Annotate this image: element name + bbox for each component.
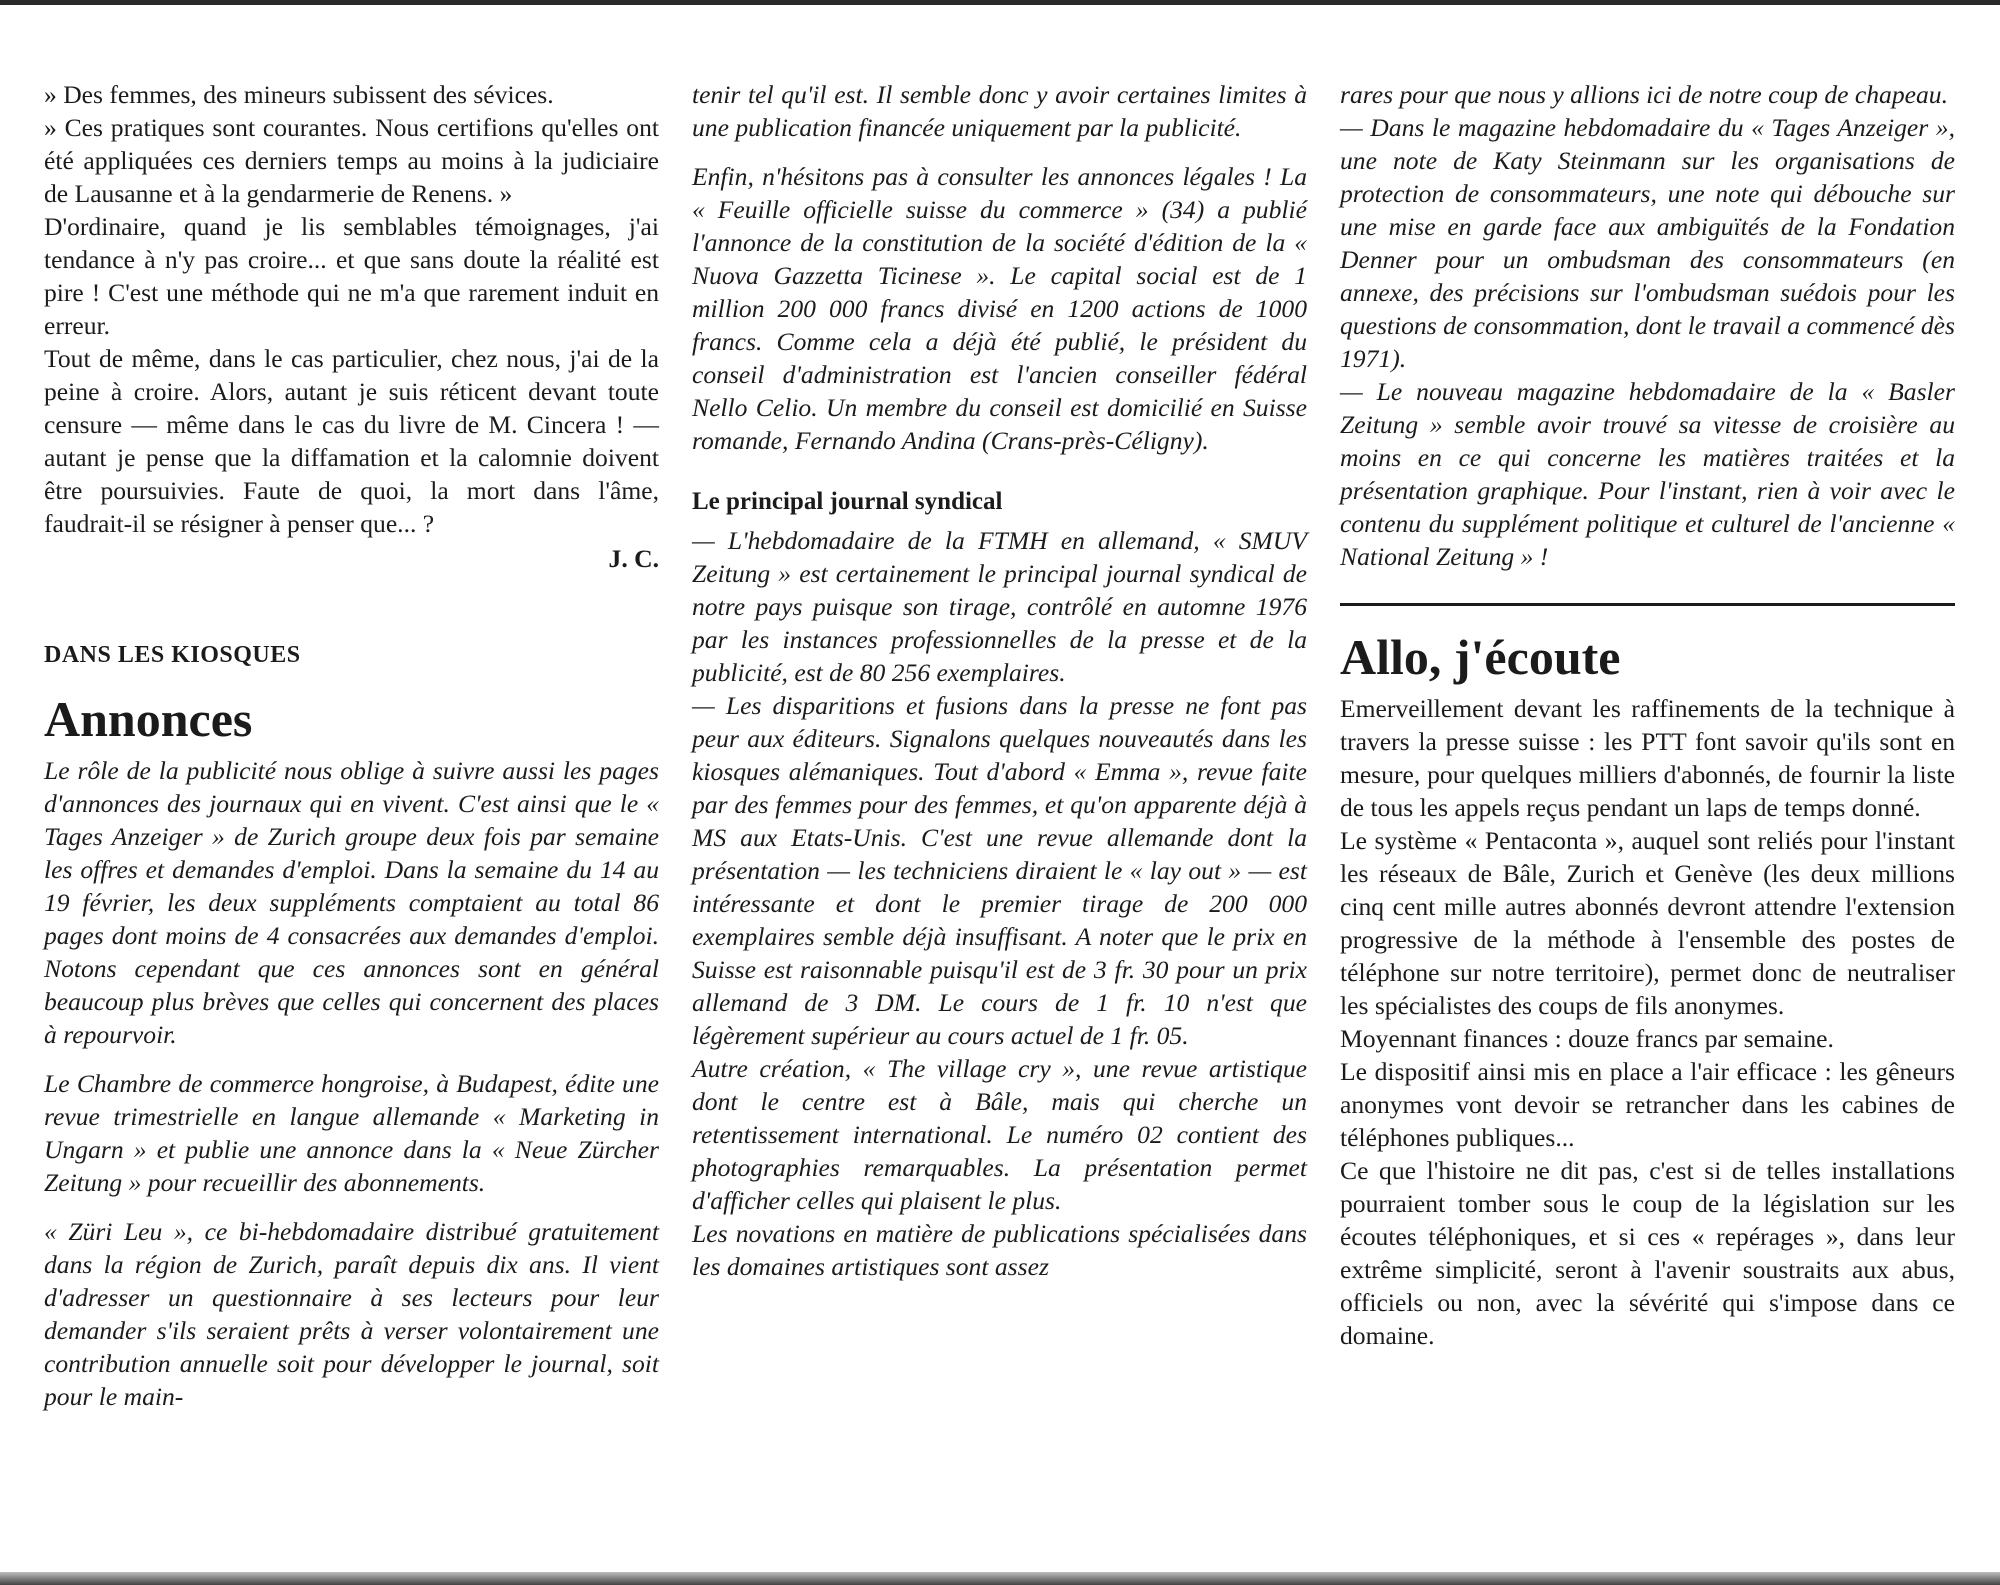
kiosques-paragraph-3: — Le nouveau magazine hebdomadaire de la « Basler Zeitung » semble avoir trouvé sa vitesse de croisière au moins en ce qui concerne les matières traitées et la présentation graphique. Pour l'instant, rien à voir avec le contenu du supplément politique et culturel de l'ancienne « National Zeitung » !	[1340, 377, 1955, 571]
column-1	[44, 78, 659, 1413]
headline-annonces: Annonces	[44, 691, 253, 747]
syndical-paragraph-2: — Les disparitions et fusions dans la presse ne font pas peur aux éditeurs. Signalons quelques nouveautés dans les kiosques alémaniques. Tout d'abord « Emma », revue faite par des femmes pour des femmes, et qu'on apparente déjà à MS aux Etats-Unis. C'est une revue allemande dont la présentation — les techniciens diraient le « lay out » — est intéressante et dont le premier tirage de 200 000 exemplaires semble déjà insuffisant. A noter que le prix en Suisse est raisonnable puisqu'il est de 3 fr. 30 pour un prix allemand de 3 DM. Le cours de 1 fr. 10 n'est que légèrement supérieur au cours actuel de 1 fr. 05.	[692, 691, 1307, 1050]
syndical-paragraph-4: Les novations en matière de publications spécialisées dans les domaines artistiques sont assez	[692, 1219, 1307, 1281]
annonces-paragraph-1: Le rôle de la publicité nous oblige à suivre aussi les pages d'annonces des journaux qui en vivent. C'est ainsi que le « Tages Anzeiger » de Zurich groupe deux fois par semaine les offres et demandes d'emploi. Dans la semaine du 14 au 19 février, les deux suppléments comptaient au total 86 pages dont moins de 4 consacrées aux demandes d'emploi. Notons cependant que ces annonces sont en général beaucoup plus brèves que celles qui concernent des places à repourvoir.	[44, 756, 659, 1049]
annonces-paragraph-4: tenir tel qu'il est. Il semble donc y avoir certaines limites à une publication financée uniquement par la publicité.	[692, 80, 1307, 142]
subheading-journal-syndical: Le principal journal syndical	[692, 488, 1003, 515]
section-divider	[1340, 603, 1955, 606]
headline-allo: Allo, j'écoute	[1340, 629, 1621, 685]
testimony-paragraph-2: » Ces pratiques sont courantes. Nous certifions qu'elles ont été appliquées ces derniers temps au moins à la judiciaire de Lausanne et à la gendarmerie de Renens. »	[44, 113, 659, 208]
annonces-paragraph-5: Enfin, n'hésitons pas à consulter les annonces légales ! La « Feuille officielle suisse du commerce » (34) a publié l'annonce de la constitution de la société d'édition de la « Nuova Gazzetta Ticinese ». Le capital social est de 1 million 200 000 francs divisé en 1200 actions de 1000 francs. Comme cela a déjà été publié, le président du conseil d'administration est l'ancien conseiller fédéral Nello Celio. Un membre du conseil est domicilié en Suisse romande, Fernando Andina (Crans-près-Céligny).	[692, 162, 1307, 455]
bottom-border	[0, 1572, 2000, 1585]
author-signature: J. C.	[608, 544, 659, 573]
allo-paragraph-2: Le système « Pentaconta », auquel sont reliés pour l'instant les réseaux de Bâle, Zurich et Genève (les deux millions cinq cent mille autres abonnés devront attendre l'extension progressive de la méthode à l'ensemble des postes de téléphone sur notre territoire), permet donc de neutraliser les spécialistes des coups de fils anonymes.	[1340, 826, 1955, 1020]
top-border	[0, 0, 2000, 5]
kiosques-paragraph-1: rares pour que nous y allions ici de notre coup de chapeau.	[1340, 80, 1948, 109]
annonces-paragraph-2: Le Chambre de commerce hongroise, à Budapest, édite une revue trimestrielle en langue allemande « Marketing in Ungarn » et publie une annonce dans la « Neue Zürcher Zeitung » pour recueillir des abonnements.	[44, 1069, 659, 1197]
kiosques-paragraph-2: — Dans le magazine hebdomadaire du « Tages Anzeiger », une note de Katy Steinmann sur les organisations de protection de consommateurs, une note qui débouche sur une mise en garde face aux ambiguïtés de la Fondation Denner pour un ombudsman des consommateurs (en annexe, des précisions sur l'ombudsman suédois pour les questions de consommation, dont le travail a commencé dès 1971).	[1340, 113, 1955, 373]
commentary-paragraph-1: D'ordinaire, quand je lis semblables témoignages, j'ai tendance à n'y pas croire... et que sans doute la réalité est pire ! C'est une méthode qui ne m'a que rarement induit en erreur.	[44, 212, 659, 340]
commentary-paragraph-2: Tout de même, dans le cas particulier, chez nous, j'ai de la peine à croire. Alors, autant je suis réticent devant toute censure — même dans le cas du livre de M. Cincera ! — autant je pense que la diffamation et la calomnie doivent être poursuivies. Faute de quoi, la mort dans l'âme, faudrait-il se résigner à penser que... ?	[44, 344, 659, 538]
allo-paragraph-1: Emerveillement devant les raffinements de la technique à travers la presse suisse : les PTT font savoir qu'ils sont en mesure, pour quelques milliers d'abonnés, de fournir la liste de tous les appels reçus pendant un laps de temps donné.	[1340, 694, 1955, 822]
allo-paragraph-3: Moyennant finances : douze francs par semaine.	[1340, 1024, 1834, 1053]
section-kicker: DANS LES KIOSQUES	[44, 642, 301, 668]
column-2	[692, 78, 1307, 1283]
allo-paragraph-5: Ce que l'histoire ne dit pas, c'est si de telles installations pourraient tomber sous le coup de la législation sur les écoutes téléphoniques, et si ces « repérages », dans leur extrême simplicité, seront à l'avenir soustraits aux abus, officiels ou non, avec la sévérité qui s'impose dans ce domaine.	[1340, 1156, 1955, 1350]
testimony-paragraph-1: » Des femmes, des mineurs subissent des sévices.	[44, 80, 554, 109]
allo-paragraph-4: Le dispositif ainsi mis en place a l'air efficace : les gêneurs anonymes vont devoir se retrancher dans les cabines de téléphones publiques...	[1340, 1057, 1955, 1152]
syndical-paragraph-3: Autre création, « The village cry », une revue artistique dont le centre est à Bâle, mais qui cherche un retentissement international. Le numéro 02 contient des photographies remarquables. La présentation permet d'afficher celles qui plaisent le plus.	[692, 1054, 1307, 1215]
syndical-paragraph-1: — L'hebdomadaire de la FTMH en allemand, « SMUV Zeitung » est certainement le principal journal syndical de notre pays puisque son tirage, contrôlé en automne 1976 par les instances professionnelles de la presse et de la publicité, est de 80 256 exemplaires.	[692, 526, 1307, 687]
annonces-paragraph-3: « Züri Leu », ce bi-hebdomadaire distribué gratuitement dans la région de Zurich, paraît depuis dix ans. Il vient d'adresser un questionnaire à ses lecteurs pour leur demander s'ils seraient prêts à verser volontairement une contribution annuelle soit pour développer le journal, soit pour le main-	[44, 1217, 659, 1411]
column-3	[1340, 78, 1955, 1352]
